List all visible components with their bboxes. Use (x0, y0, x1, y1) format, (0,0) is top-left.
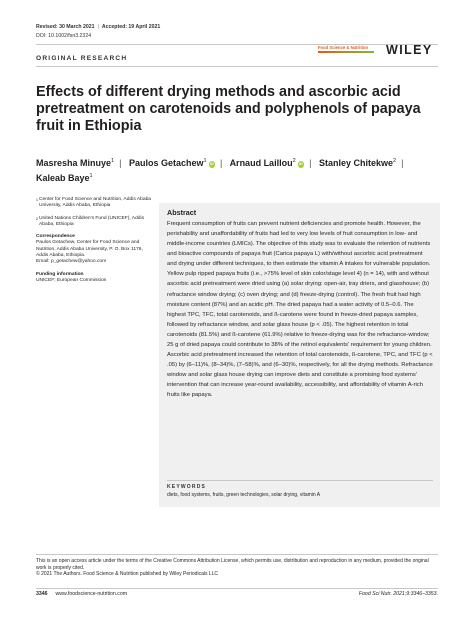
author-aff: 1 (203, 158, 207, 164)
divider (36, 44, 438, 45)
copyright-text: © 2021 The Authors. Food Science & Nutrition published by Wiley Periodicals LLC (36, 571, 219, 578)
dates-line: Revised: 30 March 2021 | Accepted: 19 April 2021 (36, 24, 161, 30)
correspondence (36, 234, 154, 265)
divider (36, 588, 438, 589)
funding (36, 272, 154, 285)
article-title: Effects of different drying methods and ascorbic acid pretreatment on carotenoids and polyphenols of papaya fruit in Ethiopia (36, 84, 421, 135)
affiliation-text: United Nations Children's Fund (UNICEF), Addis Ababa, Ethiopia (39, 215, 145, 227)
divider (36, 554, 438, 555)
author-name[interactable]: Paulos Getachew (128, 158, 204, 168)
abstract-text: Frequent consumption of fruits can prevent nutrient deficiencies and promote health. However, the perishability and unaffordability of fruits had led to very low levels of fruit consumption in low- and middle-income countries (LMICs). The objective of this study was to evaluate the retention of nutrients and bioactive compounds of papaya fruit (Carica papaya L) with/without ascorbic acid pretreatment and drying under different techniques, to then estimate the vitamin A intakes for vulnerable population. Yellow pulp ripped papaya fruits (i.e., >75% level of skin color/stage level 4) (n = 14), with and without ascorbic acid pretreatment were dried using (a) solar drying: open-air, tray driers, and glasshouse; (b) refractance window drying; (c) oven drying; and (d) freeze-drying (control). The fresh fruit had high moisture content (87%) and an acidic pH. The dried papaya had a water activity of 0.5–0.6. The highest TPC, TFC, total carotenoids, and ß-carotene were found in freeze-dried papaya samples, followed by refractance window, and solar glass house (p < .05). The highest retention in total carotenoids (81.5%) and ß-carotene (61.9%) relative to freeze-drying was for the refractance-window; 25 g of dried papaya could contribute to 38% of the retinol equivalents' requirement for young children. Ascorbic acid pretreatment increased the retention of total carotenoids, ß-carotene, TPC, and TFC (p < .05) by (6–11)%, (8–34)%, (7–58)%, and (6–30)%, respectively, for all the drying methods. Refractance window and solar glass house drying can improve diets and constitute a promising food systems' intervention that can increase year-round availability, accessibility, and affordability of vitamin A-rich fruits like papaya. (167, 221, 433, 399)
affiliation-number: 1 (36, 198, 38, 202)
received-date: Revised: 30 March 2021 (36, 24, 95, 30)
orcid-icon[interactable]: iD (298, 161, 303, 166)
license-notice (36, 558, 438, 578)
author-name[interactable]: Masresha Minuye (36, 158, 112, 168)
abstract-heading: Abstract (167, 208, 197, 217)
author-aff: 1 (89, 173, 93, 179)
author-name[interactable]: Arnaud Laillou (229, 158, 293, 168)
correspondence-heading: Correspondence (36, 234, 75, 240)
author-info-column (36, 197, 154, 290)
journal-logo-bar (318, 51, 374, 53)
citation: Food Sci Nutr. 2021;9:3346–3353. (358, 591, 438, 597)
affiliation (36, 216, 154, 229)
author-aff: 1 (111, 158, 115, 164)
page-footer (36, 591, 438, 597)
keywords-divider (167, 480, 433, 481)
correspondence-text: Paulos Getachew, Center for Food Science and Nutrition, Addis Ababa University, P. O. Box 1176, Addis Ababa, Ethiopia. (36, 240, 143, 259)
doi[interactable]: DOI: 10.1002/fsn3.2324 (36, 33, 92, 39)
journal-logo-text: Food Science & Nutrition (318, 45, 369, 50)
author-list: Masresha Minuye$^1$ | Paulos Getachew$^1$ iD | Arnaud Laillou$^2$ iD | Stanley Chitekwe$^2$ | Kaleab Baye$^1$ (36, 158, 404, 183)
funding-text: UNICEF; European Commission (36, 277, 107, 283)
license-text: This is an open access article under the terms of the Creative Commons Attribution License, which permits use, distribution and reproduction in any medium, provided the original work is properly cited. (36, 558, 429, 571)
correspondence-email[interactable]: Email: p_getachew@yahoo.com (36, 259, 107, 265)
author-name[interactable]: Kaleab Baye (36, 173, 90, 183)
footer-left (36, 591, 127, 597)
journal-url[interactable]: www.foodscience-nutrition.com (55, 591, 128, 597)
keywords-heading: KEYWORDS (167, 484, 207, 490)
journal-logo (318, 45, 374, 53)
author-aff: 2 (292, 158, 296, 164)
author-aff: 2 (393, 158, 397, 164)
funding-heading: Funding information (36, 271, 84, 277)
keywords-text: diets, food systems, fruits, green technologies, solar drying, vitamin A (167, 492, 321, 498)
accepted-date: Accepted: 19 April 2021 (101, 24, 161, 30)
divider (36, 66, 438, 67)
publisher-logo: WILEY (386, 43, 433, 57)
page-number: 3346 (36, 591, 48, 597)
orcid-icon[interactable]: iD (209, 161, 214, 166)
section-label: ORIGINAL RESEARCH (36, 55, 128, 62)
affiliation (36, 197, 154, 210)
affiliation-number: 2 (36, 216, 38, 221)
affiliation-text: Center for Food Science and Nutrition, Addis Ababa University, Addis Ababa, Ethiopia (39, 197, 152, 209)
author-name[interactable]: Stanley Chitekwe (318, 158, 394, 168)
abstract-box (159, 203, 440, 507)
